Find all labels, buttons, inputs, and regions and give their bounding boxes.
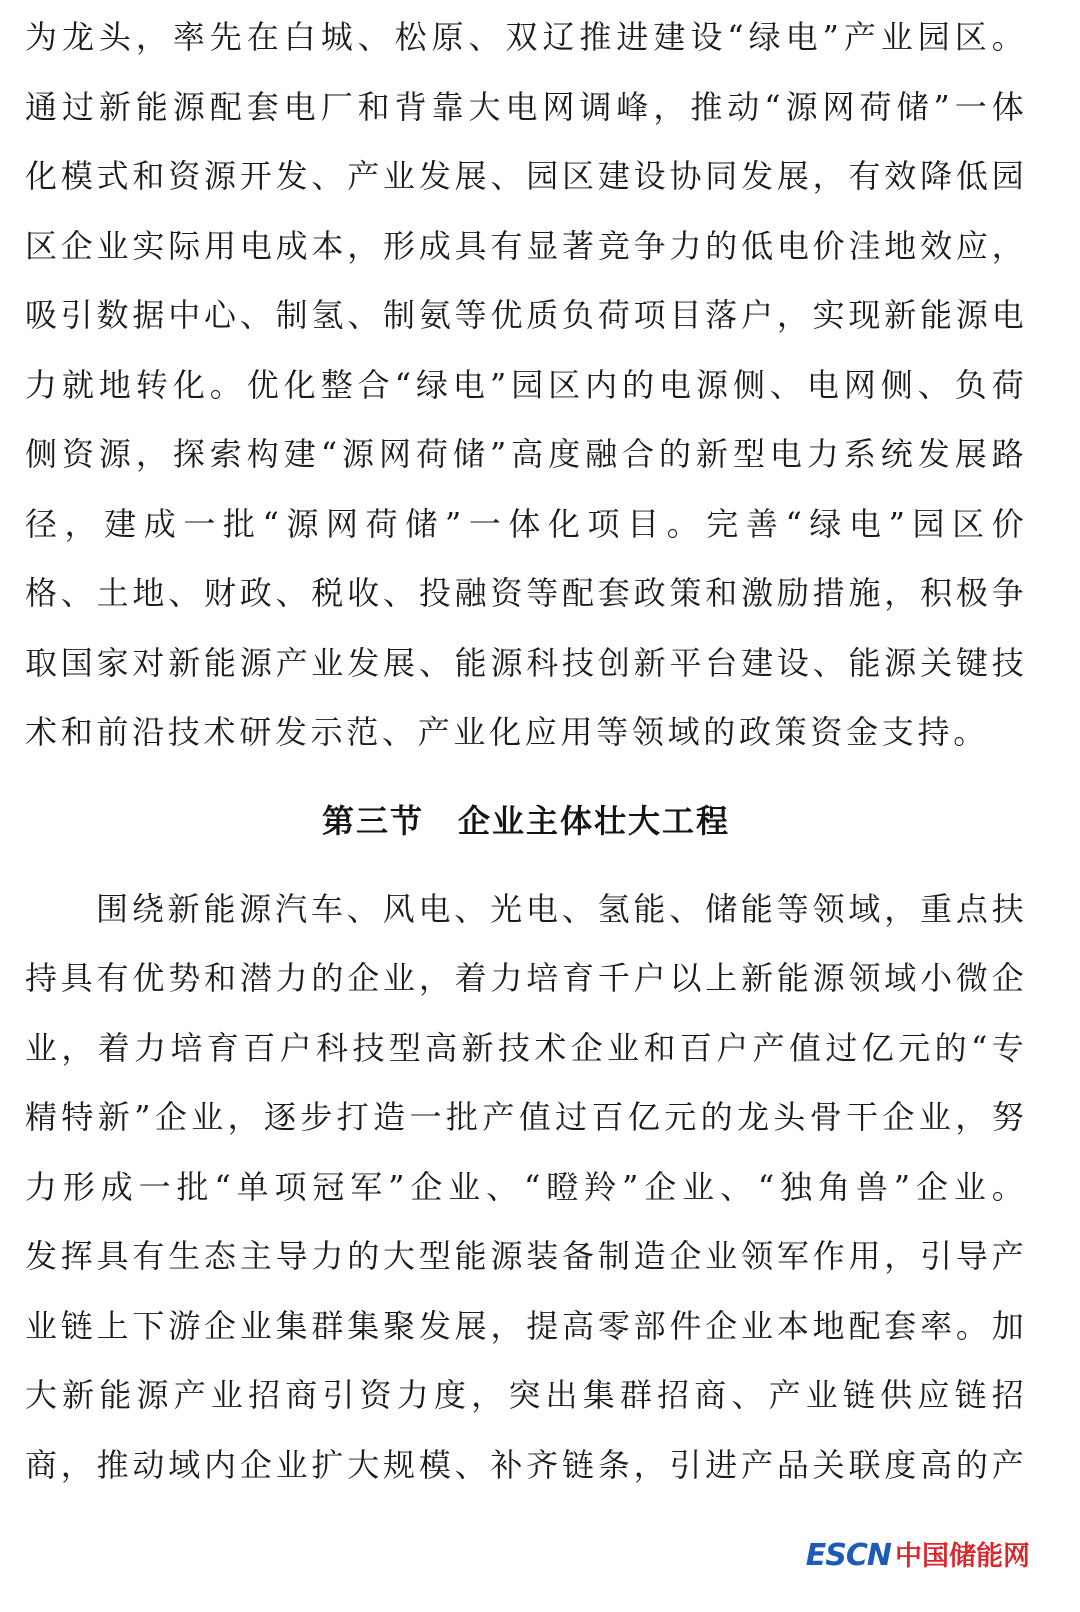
text-line: 精特新”企业，逐步打造一批产值过百亿元的龙头骨干企业，努: [25, 1098, 1027, 1136]
text-line: 业链上下游企业集群集聚发展，提高零部件企业本地配套率。加: [25, 1306, 1027, 1345]
text-line: 业，着力培育百户科技型高新技术企业和百户产值过亿元的“专: [25, 1028, 1027, 1067]
text-line: 力形成一批“单项冠军”企业、“瞪羚”企业、“独角兽”企业。: [25, 1167, 1027, 1206]
escn-watermark-logo: [806, 1536, 1030, 1576]
text-line: 格、土地、财政、税收、投融资等配套政策和激励措施，积极争: [25, 574, 1027, 612]
document-body: [25, 3, 1027, 1500]
text-line: 力就地转化。优化整合“绿电”园区内的电源侧、电网侧、负荷: [25, 365, 1027, 404]
text-line: 大新能源产业招商引资力度，突出集群招商、产业链供应链招: [25, 1376, 1027, 1414]
text-line: 术和前沿技术研发示范、产业化应用等领域的政策资金支持。: [25, 713, 989, 751]
text-line: 取国家对新能源产业发展、能源科技创新平台建设、能源关键技: [25, 643, 1027, 682]
text-line: 区企业实际用电成本，形成具有显著竞争力的低电价洼地效应，: [25, 226, 1027, 265]
watermark-brand-cn: 中国储能网: [895, 1541, 1030, 1572]
paragraph-1: [25, 3, 1027, 768]
text-line: 发挥具有生态主导力的大型能源装备制造企业领军作用，引导产: [25, 1237, 1027, 1275]
text-line: 持具有优势和潜力的企业，着力培育千户以上新能源领域小微企: [25, 959, 1027, 997]
text-line: 商，推动域内企业扩大规模、补齐链条，引进产品关联度高的产: [25, 1445, 1027, 1484]
text-line: 围绕新能源汽车、风电、光电、氢能、储能等领域，重点扶: [96, 889, 1027, 928]
text-line: 化模式和资源开发、产业发展、园区建设协同发展，有效降低园: [25, 157, 1027, 195]
section-heading: 第三节 企业主体壮大工程: [321, 801, 730, 840]
text-line: 吸引数据中心、制氢、制氨等优质负荷项目落户，实现新能源电: [25, 296, 1027, 334]
paragraph-2: [25, 875, 1027, 1501]
text-line: 侧资源，探索构建“源网荷储”高度融合的新型电力系统发展路: [25, 435, 1027, 473]
text-line: 通过新能源配套电厂和背靠大电网调峰，推动“源网荷储”一体: [25, 87, 1027, 126]
text-line: 径，建成一批“源网荷储”一体化项目。完善“绿电”园区价: [25, 504, 1027, 543]
watermark-brand-latin: ESCN: [805, 1538, 891, 1573]
text-line: 为龙头，率先在白城、松原、双辽推进建设“绿电”产业园区。: [25, 18, 1027, 56]
